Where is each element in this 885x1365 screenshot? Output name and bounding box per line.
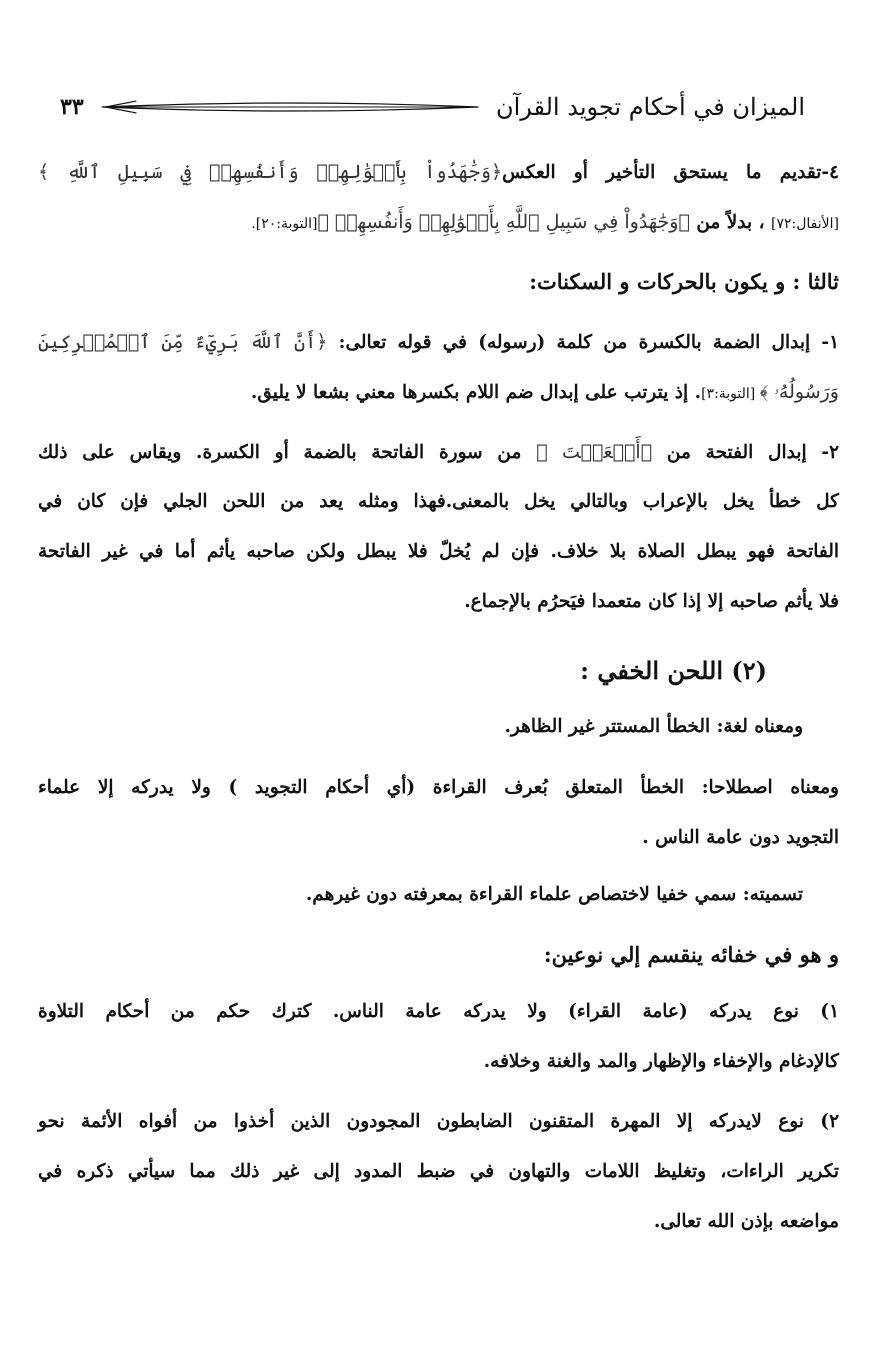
text-line [38,1207,839,1237]
line-text: ، بدلاً من [689,212,772,233]
subsection-heading [38,656,767,686]
line-text: كالإدغام والإخفاء والإظهار والمد والغنة وخلافه. [483,1051,839,1072]
text-line [38,537,839,567]
section-heading [38,267,839,297]
quran-verse: وَرَسُولُهُۥ ﴾ [759,381,839,403]
line-text: ١) نوع يدركه (عامة القراء) ولا يدركه عامة الناس. كترك حكم من أحكام التلاوة [38,1001,839,1022]
text-line [38,773,839,803]
ornament-divider-icon [98,97,482,117]
line-text: الفاتحة فهو يبطل الصلاة بلا خلاف. فإن لم يُخلّ فلا يبطل ولكن صاحبه يأثم أما في غير الفاتحة [38,541,839,562]
line-text: ٢) نوع لايدركه إلا المهرة المتقنون الضابطون المجودون الذين أخذوا من أفواه الأئمة نحو [38,1111,839,1132]
quran-verse: ﴿وَجَٰهَدُواْ فِي سَبِيلِ ٱللَّهِ بِأَمۡوَٰلِهِمۡ وَأَنفُسِهِمۡ ﴾ [317,211,690,233]
text-line [38,997,839,1027]
quran-verse: ﴿أَنَّ ٱللَّهَ بَرِيٓءٌ مِّنَ ٱلۡمُشۡرِكِينَ [38,331,328,353]
quran-verse: ﴿أَنۡعَمۡتَ ﴾ [536,441,653,463]
text-line [38,377,839,409]
verse-reference: [الأنفال:٧٢] [771,216,839,232]
line-text: ومعناه اصطلاحا: الخطأ المتعلق بُعرف القراءة (أي أحكام التجويد ) ولا يدركه إلا علماء [38,777,839,798]
text-line [38,1107,839,1137]
line-text: ومعناه لغة: الخطأ المستتر غير الظاهر. [504,716,803,737]
line-text: ٤-تقديم ما يستحق التأخير أو العكس [502,162,840,183]
running-title: الميزان في أحكام تجويد القرآن [495,93,805,121]
text-line [38,207,839,239]
section-heading [38,940,839,970]
heading-text: و هو في خفائه ينقسم إلي نوعين: [543,942,839,967]
text-line [38,823,839,853]
heading-text: ثالثا : و يكون بالحركات و السكنات: [529,269,839,294]
verse-reference: [التوبة:٣] [701,386,760,402]
text-line [38,712,803,742]
text-line [38,487,839,517]
line-text: كل خطأ يخل بالإعراب وبالتالي يخل بالمعنى.فهذا ومثله يعد من اللحن الجلي فإن كان في [38,491,839,512]
line-text: تكرير الراءات، وتغليظ اللامات والتهاون في ضبط المدود إلى غير ذلك مما سيأتي ذكره في [38,1161,839,1182]
quran-verse: ﴿وَجَٰهَدُواْ بِأَمۡوَٰلِهِمۡ وَأَنفُسِهِمۡ فِي سَبِيلِ ٱللَّهِ ﴾ [38,161,503,183]
page-header [60,84,805,130]
line-text: ٢- إبدال الفتحة من [652,442,840,463]
page-number: ٣٣ [60,94,84,120]
heading-text: (٢) اللحن الخفي : [580,656,767,685]
line-text: ١- إبدال الضمة بالكسرة من كلمة (رسوله) في قوله تعالى: [327,332,839,353]
line-text: من سورة الفاتحة بالضمة أو الكسرة. ويقاس على ذلك [38,442,537,463]
line-text: مواضعه بإذن الله تعالى. [653,1211,839,1232]
text-line [38,880,803,910]
line-text: التجويد دون عامة الناس . [642,827,839,848]
text-line [38,587,839,617]
line-text: تسميته: سمي خفيا لاختصاص علماء القراءة بمعرفته دون غيرهم. [305,884,803,905]
line-text: فلا يأثم صاحبه إلا إذا كان متعمدا فيَحرُم بالإجماع. [464,591,839,612]
line-text: . إذ يترتب على إبدال ضم اللام بكسرها معني بشعا لا يليق. [250,382,702,403]
text-line [38,437,839,468]
text-line [38,1157,839,1187]
text-line [38,1047,839,1077]
verse-reference: [التوبة:٢٠]. [251,216,318,232]
text-line [38,157,839,188]
text-line [38,327,839,358]
